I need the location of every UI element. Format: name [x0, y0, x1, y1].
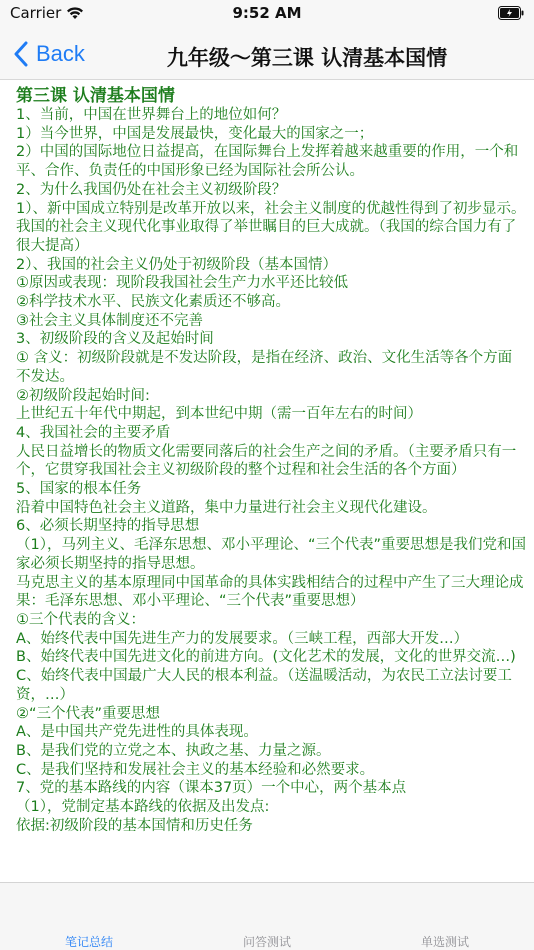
tab-notes-summary[interactable]	[0, 883, 178, 950]
carrier-label: Carrier	[10, 4, 62, 22]
note-line: 3、初级阶段的含义及起始时间	[16, 331, 214, 348]
note-line: 2）、我国的社会主义仍处于初级阶段（基本国情）	[16, 256, 337, 273]
note-line: B、始终代表中国先进文化的前进方向。(文化艺术的发展，文化的世界交流…)	[16, 649, 516, 666]
tab-label: 单选测试	[420, 935, 469, 949]
note-line: 2、为什么我国仍处在社会主义初级阶段？	[16, 181, 287, 198]
note-line: 1）、新中国成立特别是改革开放以来，社会主义制度的优越性得到了初步显示。我国的社会主义现代化事业取得了举世瞩目的巨大成就。（我国的综合国力有了很大提高）	[16, 200, 526, 254]
note-line: 6、必须长期坚持的指导思想	[16, 518, 200, 535]
note-line: C、是我们坚持和发展社会主义的基本经验和必然要求。	[16, 761, 375, 778]
note-line: ②科学技术水平、民族文化素质还不够高。	[16, 294, 290, 311]
page-title: 九年级～第三课 认清基本国情	[166, 46, 448, 70]
note-line: 4、我国社会的主要矛盾	[16, 424, 171, 441]
battery-charging-icon	[498, 6, 524, 20]
note-line: C、始终代表中国最广大人民的根本利益。（送温暖活动，为农民工立法讨要工资，…）	[16, 668, 512, 703]
note-line: 2）中国的国际地位日益提高，在国际舞台上发挥着越来越重要的作用，一个和平、合作、负责任的中国形象已经为国际社会所公认。	[16, 144, 519, 180]
back-label: Back	[36, 41, 85, 66]
note-content[interactable]	[0, 80, 534, 882]
note-line: ①三个代表的含义：	[16, 611, 145, 628]
tab-single-choice-test[interactable]	[356, 883, 534, 950]
note-line: 人民日益增长的物质文化需要同落后的社会生产之间的矛盾。（主要矛盾只有一个，它贯穿我国社会主义初级阶段的整个过程和社会生活的各个方面）	[16, 443, 517, 479]
note-line: （1），马列主义、毛泽东思想、邓小平理论、“三个代表”重要思想是我们党和国家必须长期坚持的指导思想。	[16, 537, 526, 572]
note-line: 5、国家的根本任务	[16, 481, 142, 498]
note-line: 1、当前，中国在世界舞台上的地位如何？	[16, 107, 287, 123]
note-line: 7、党的基本路线的内容（课本37页）一个中心，两个基本点	[16, 780, 407, 797]
tab-qa-test[interactable]	[178, 883, 356, 950]
status-bar	[0, 0, 534, 28]
note-line: 1）当今世界，中国是发展最快，变化最大的国家之一；	[16, 125, 374, 142]
tab-label: 问答测试	[242, 935, 291, 949]
note-line: B、是我们党的立党之本、执政之基、力量之源。	[16, 742, 331, 759]
note-line: ①原因或表现：现阶段我国社会生产力水平还比较低	[16, 275, 348, 292]
chevron-left-icon	[14, 41, 28, 67]
note-line: 马克思主义的基本原理同中国革命的具体实践相结合的过程中产生了三大理论成果：毛泽东思想、邓小平理论、“三个代表”重要思想）	[16, 574, 524, 610]
note-line: A、始终代表中国先进生产力的发展要求。（三峡工程，西部大开发…）	[16, 630, 469, 647]
navigation-bar	[0, 28, 534, 80]
note-line: ③社会主义具体制度还不完善	[16, 312, 203, 329]
note-line: ②“三个代表”重要思想	[16, 705, 161, 722]
note-line: ②初级阶段起始时间:	[16, 387, 150, 404]
note-line: 沿着中国特色社会主义道路，集中力量进行社会主义现代化建设。	[16, 499, 437, 516]
note-body	[16, 106, 526, 835]
tab-bar	[0, 882, 534, 950]
note-line: 上世纪五十年代中期起，到本世纪中期（需一百年左右的时间）	[16, 406, 422, 423]
tab-label: 笔记总结	[64, 935, 113, 949]
note-line: 依据:初级阶段的基本国情和历史任务	[16, 817, 253, 834]
note-line: （1），党制定基本路线的依据及出发点:	[16, 799, 270, 816]
note-line: A、是中国共产党先进性的具体表现。	[16, 724, 258, 741]
note-title: 第三课 认清基本国情	[16, 86, 175, 106]
note-line: ① 含义：初级阶段就是不发达阶段，是指在经济、政治、文化生活等各个方面不发达。	[16, 350, 513, 385]
status-time: 9:52 AM	[232, 4, 302, 22]
back-button[interactable]	[14, 36, 85, 72]
